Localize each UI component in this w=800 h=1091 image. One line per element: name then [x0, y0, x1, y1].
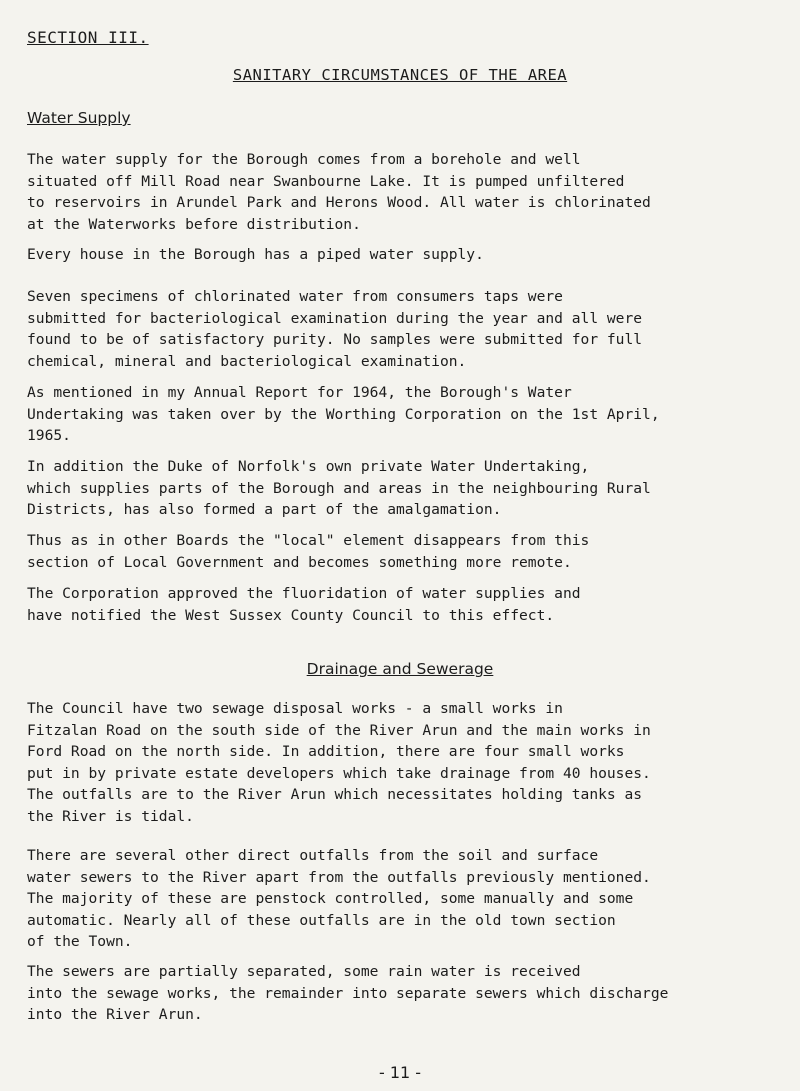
section-heading: SECTION III. — [27, 28, 149, 47]
water-paragraph-2: Every house in the Borough has a piped water supply. — [27, 246, 484, 263]
page-number: - 11 - — [378, 1063, 422, 1082]
water-paragraph-1: The water supply for the Borough comes from a borehole and well situated off Mill Road near Swanbourne Lake. It is pumped unfiltered to reservoirs in Arundel Park and Herons Wood. All water is chlorinated at the Waterworks before distribution. — [27, 151, 651, 233]
water-paragraph-5: In addition the Duke of Norfolk's own private Water Undertaking, which supplies parts of the Borough and areas in the neighbouring Rural Districts, has also formed a part of the amalgamation. — [27, 458, 651, 518]
water-paragraph-7: The Corporation approved the fluoridation of water supplies and have notified the West Sussex County Council to this effect. — [27, 585, 581, 624]
water-paragraph-6: Thus as in other Boards the "local" element disappears from this section of Local Government and becomes something more remote. — [27, 532, 590, 571]
water-paragraph-4: As mentioned in my Annual Report for 1964, the Borough's Water Undertaking was taken over by the Worthing Corporation on the 1st April, 1965. — [27, 384, 660, 444]
page-title: SANITARY CIRCUMSTANCES OF THE AREA — [232, 66, 568, 84]
drainage-paragraph-3: The sewers are partially separated, some rain water is received into the sewage works, the remainder into separate sewers which discharge into the River Arun. — [27, 963, 669, 1023]
drainage-heading: Drainage and Sewerage — [306, 660, 494, 678]
water-paragraph-3: Seven specimens of chlorinated water from consumers taps were submitted for bacteriological examination during the year and all were found to be of satisfactory purity. No samples were submitted for full chemical, mineral and bacteriological examination. — [27, 288, 643, 370]
drainage-paragraph-1: The Council have two sewage disposal works - a small works in Fitzalan Road on the south side of the River Arun and the main works in Ford Road on the north side. In addition, there are four small works put in by private estate developers which take drainage from 40 houses. The outfalls are to the River Arun which necessitates holding tanks as the River is tidal. — [27, 700, 651, 825]
drainage-paragraph-2: There are several other direct outfalls from the soil and surface water sewers to the River apart from the outfalls previously mentioned. The majority of these are penstock controlled, some manually and some automatic. Nearly all of these outfalls are in the old town section of the Town. — [27, 847, 651, 950]
water-supply-heading: Water Supply — [27, 109, 131, 127]
